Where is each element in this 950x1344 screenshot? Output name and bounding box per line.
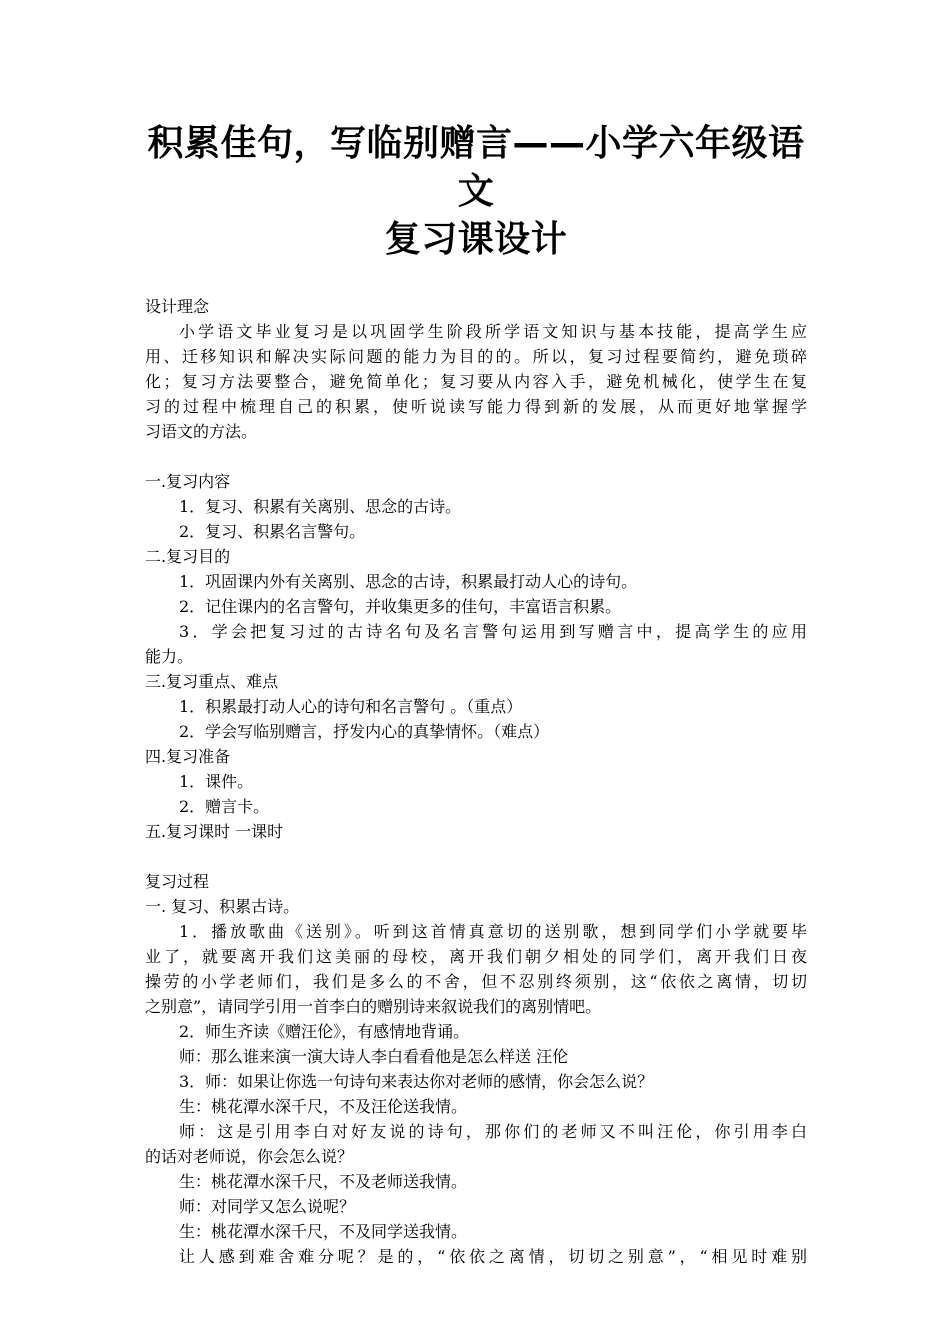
text-line: 2．学会写临别赠言，抒发内心的真挚情怀。（难点） bbox=[179, 722, 550, 741]
text-line: 1．播放歌曲《送别》。听到这首情真意切的送别歌，想到同学们小学就要毕 bbox=[179, 922, 807, 941]
text-line: 师：对同学又怎么说呢？ bbox=[179, 1197, 356, 1216]
text-line: 师：那么谁来演一演大诗人李白看看他是怎么样送 汪伦 bbox=[179, 1047, 569, 1066]
text-line: 生：桃花潭水深千尺，不及老师送我情。 bbox=[179, 1172, 468, 1191]
text-line: 一.复习内容 bbox=[145, 472, 231, 491]
text-line: 用、迁移知识和解决实际问题的能力为目的的。所以，复习过程要简约，避免琐碎 bbox=[145, 347, 807, 366]
text-line: 1．巩固课内外有关离别、思念的古诗，积累最打动人心的诗句。 bbox=[179, 572, 638, 591]
blank-line bbox=[145, 844, 807, 869]
text-line: 小学语文毕业复习是以巩固学生阶段所学语文知识与基本技能，提高学生应 bbox=[179, 322, 807, 341]
text-line: 生：桃花潭水深千尺，不及同学送我情。 bbox=[179, 1222, 468, 1241]
text-line: 设计理念 bbox=[145, 297, 210, 316]
text-line: 师：这是引用李白对好友说的诗句，那你们的老师又不叫汪伦，你引用李白 bbox=[179, 1122, 807, 1141]
title-line-2: 复习课设计 bbox=[384, 219, 568, 260]
text-line: 2．记住课内的名言警句，并收集更多的佳句，丰富语言积累。 bbox=[179, 597, 622, 616]
text-line: 3．学会把复习过的古诗名句及名言警句运用到写赠言中，提高学生的应用 bbox=[179, 622, 807, 641]
text-line: 五.复习课时 一课时 bbox=[145, 822, 284, 841]
text-line: 能力。 bbox=[145, 647, 194, 666]
text-line: 三.复习重点、难点 bbox=[145, 672, 279, 691]
text-line: 之别意”，请同学引用一首李白的赠别诗来叙说我们的离别情吧。 bbox=[145, 997, 602, 1016]
document-title bbox=[145, 120, 807, 264]
blank-line bbox=[145, 444, 807, 469]
text-line: 习的过程中梳理自己的积累，使听说读写能力得到新的发展，从而更好地掌握学 bbox=[145, 397, 807, 416]
title-line-1: 积累佳句，写临别赠言——小学六年级语文 bbox=[147, 123, 805, 212]
text-line: 二.复习目的 bbox=[145, 547, 231, 566]
text-line: 1．课件。 bbox=[179, 772, 254, 791]
text-line: 复习过程 bbox=[145, 872, 210, 891]
text-line: 习语文的方法。 bbox=[145, 422, 258, 441]
document-page bbox=[145, 120, 807, 1269]
text-line: 2．赠言卡。 bbox=[179, 797, 270, 816]
text-line: 2．复习、积累名言警句。 bbox=[179, 522, 366, 541]
text-line: 四.复习准备 bbox=[145, 747, 231, 766]
text-line: 1．复习、积累有关离别、思念的古诗。 bbox=[179, 497, 462, 516]
text-line: 2．师生齐读《赠汪伦》，有感情地背诵。 bbox=[179, 1022, 470, 1041]
text-line: 操劳的小学老师们，我们是多么的不舍，但不忍别终须别，这“依依之离情，切切 bbox=[145, 972, 807, 991]
document-body bbox=[145, 294, 807, 1269]
text-line: 生：桃花潭水深千尺，不及汪伦送我情。 bbox=[179, 1097, 468, 1116]
text-line: 业了，就要离开我们这美丽的母校，离开我们朝夕相处的同学们，离开我们日夜 bbox=[145, 947, 807, 966]
text-line: 一. 复习、积累古诗。 bbox=[145, 897, 300, 916]
text-line: 1．积累最打动人心的诗句和名言警句 。（重点） bbox=[179, 697, 523, 716]
text-line: 3．师：如果让你选一句诗句来表达你对老师的感情，你会怎么说？ bbox=[179, 1072, 654, 1091]
text-line: 化；复习方法要整合，避免简单化；复习要从内容入手，避免机械化，使学生在复 bbox=[145, 372, 807, 391]
text-line: 让人感到难舍难分呢？是的，“依依之离情，切切之别意”，“相见时难别 bbox=[179, 1247, 807, 1266]
text-line: 的话对老师说，你会怎么说？ bbox=[145, 1147, 354, 1166]
